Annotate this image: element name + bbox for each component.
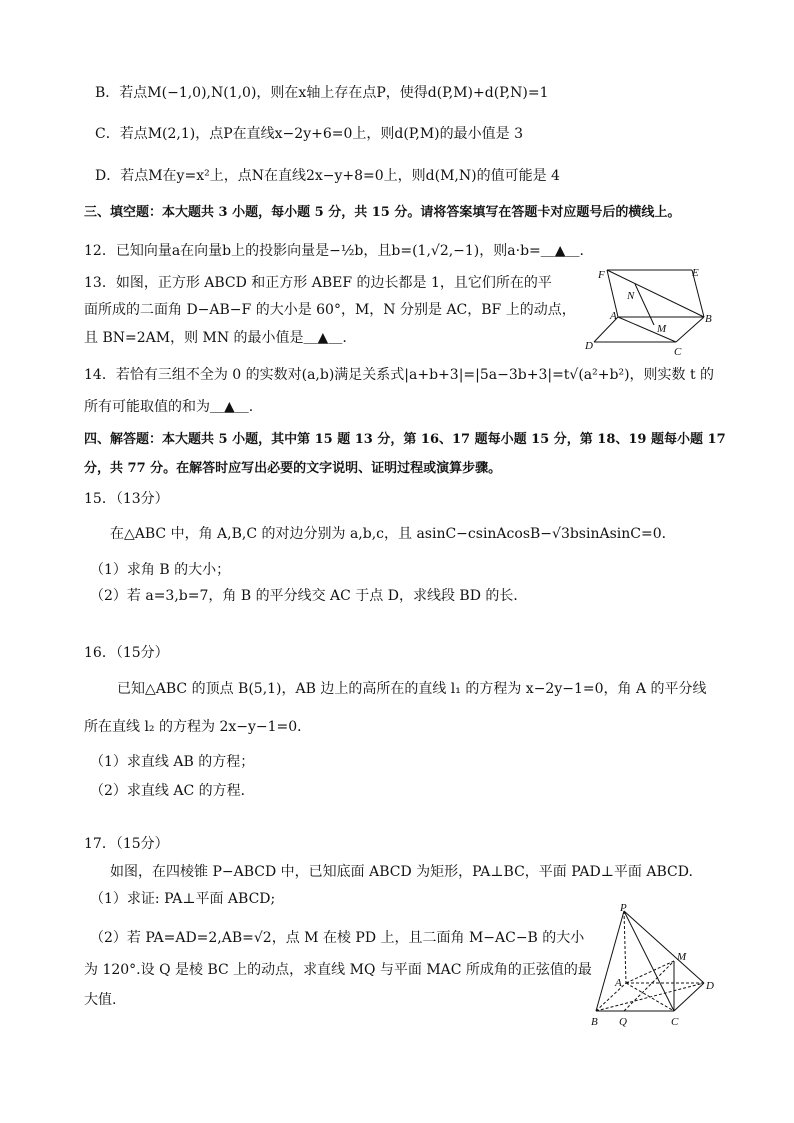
question-13-line2: 面所成的二面角 D−AB−F 的大小是 60°，M，N 分别是 AC，BF 上的动点， [84,302,576,318]
question-17-stem: 如图，在四棱锥 P−ABCD 中，已知底面 ABCD 为矩形，PA⊥BC，平面 PAD⊥平面 ABCD. [110,864,693,880]
label-m: M [657,323,667,335]
label-c: C [674,346,682,358]
label-m: M [677,951,687,963]
figure-q13-prisms [580,262,715,362]
label-b: B [705,313,712,325]
label-a: A [610,310,617,322]
label-n: N [627,290,635,302]
label-b: B [591,1016,598,1028]
question-16-title: 16．（15分） [84,645,169,661]
edge-cb [676,317,704,342]
question-14-line1: 14．若恰有三组不全为 0 的实数对(a,b)满足关系式|a+b+3|=|5a−3b+3|=t√(a²+b²)，则实数 t 的 [84,367,715,383]
label-q: Q [619,1016,627,1028]
question-16-stem1: 已知△ABC 的顶点 B(5,1)，AB 边上的高所在的直线 l₁ 的方程为 x−2y−1=0，角 A 的平分线 [117,681,707,697]
section4-heading-line1: 四、解答题：本大题共 5 小题，其中第 15 题 13 分，第 16、17 题每小题 15 分，第 18、19 题每小题 17 [84,432,726,447]
question-17-title: 17．（15分） [84,836,169,852]
question-14-line2: 所有可能取值的和为＿▲＿. [84,399,254,415]
question-15-stem: 在△ABC 中，角 A,B,C 的对边分别为 a,b,c，且 asinC−csinAcosB−√3bsinAsinC=0． [110,526,676,542]
figure-q17-pyramid [586,903,721,1033]
diag-fb [607,270,704,317]
label-c: C [671,1016,679,1028]
diag-bd-hidden [596,983,704,1011]
question-17-part2-line2: 为 120°.设 Q 是棱 BC 上的动点，求直线 MQ 与平面 MAC 所成角的正弦值的最 [84,962,592,978]
option-b: B．若点M(−1,0),N(1,0)，则在x轴上存在点P，使得d(P,M)+d(P,N)=1 [95,85,549,101]
option-d: D．若点M在y=x²上，点N在直线2x−y+8=0上，则d(M,N)的值可能是 4 [95,168,560,184]
section4-heading-line2: 分，共 77 分。在解答时应写出必要的文字说明、证明过程或演算步骤。 [84,461,502,476]
question-15-part1: （1）求角 B 的大小； [90,562,231,578]
question-13-line3: 且 BN=2AM，则 MN 的最小值是＿▲＿. [84,330,347,346]
label-e: E [692,267,699,279]
question-15-title: 15．（13分） [84,491,169,507]
option-c: C．若点M(2,1)，点P在直线x−2y+6=0上，则d(P,M)的最小值是 3 [95,126,523,142]
label-d: D [585,340,593,352]
edge-pd [624,911,704,983]
question-16-part2: （2）求直线 AC 的方程． [90,783,255,799]
question-16-part1: （1）求直线 AB 的方程； [90,754,255,770]
diag-ac [618,317,676,342]
question-12: 12．已知向量a在向量b上的投影向量是−½b，且b=(1,√2,−1)，则a·b=＿▲＿. [84,243,584,259]
question-17-part1: （1）求证: PA⊥平面 ABCD; [90,891,276,907]
section3-heading: 三、填空题：本大题共 3 小题，每小题 5 分，共 15 分。请将答案填写在答题卡对应题号后的横线上。 [84,205,681,220]
label-p: P [620,903,627,914]
label-f: F [598,269,605,281]
question-13-line1: 13．如图，正方形 ABCD 和正方形 ABEF 的边长都是 1，且它们所在的平 [84,275,552,291]
label-d: D [706,980,714,992]
edge-pb [596,911,624,1011]
edge-pa-hidden [624,911,626,983]
question-15-part2: （2）若 a=3,b=7，角 B 的平分线交 AC 于点 D，求线段 BD 的长． [90,588,528,604]
segment-mn [635,284,654,325]
question-16-stem2: 所在直线 l₂ 的方程为 2x−y−1=0． [84,719,312,735]
question-17-part2-line1: （2）若 PA=AD=2,AB=√2，点 M 在棱 PD 上，且二面角 M−AC−B 的大小 [90,930,585,946]
label-a: A [615,977,622,989]
segment-am-hidden [626,961,674,983]
question-17-part2-line3: 大值. [84,992,117,1008]
